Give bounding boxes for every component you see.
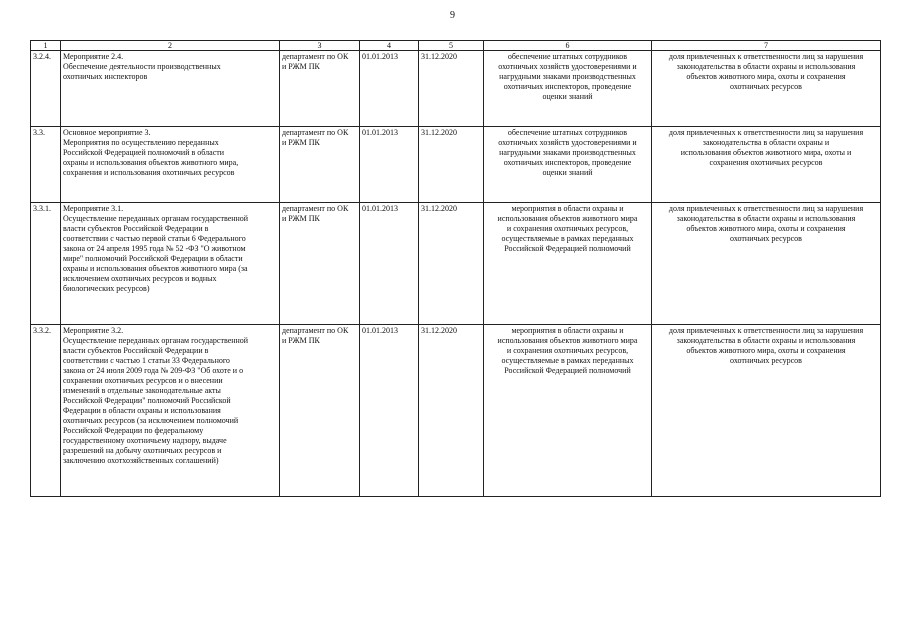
header-cell: 2 xyxy=(61,41,280,51)
row-number: 3.3. xyxy=(31,127,61,203)
header-cell: 5 xyxy=(419,41,484,51)
indicator: доля привлеченных к ответственности лиц за нарушения законодательства в области охраны и использования объектов животного мира, охоты и сохранения охотничьих ресурсов xyxy=(652,203,881,325)
row-number: 3.2.4. xyxy=(31,51,61,127)
start-date: 01.01.2013 xyxy=(360,127,419,203)
table-row xyxy=(31,51,881,127)
measures-table xyxy=(30,40,881,497)
header-cell: 3 xyxy=(280,41,360,51)
header-cell: 1 xyxy=(31,41,61,51)
end-date: 31.12.2020 xyxy=(419,51,484,127)
responsible-department: департамент по ОК и РЖМ ПК xyxy=(280,203,360,325)
responsible-department: департамент по ОК и РЖМ ПК xyxy=(280,51,360,127)
expected-result: обеспечение штатных сотрудников охотничьих хозяйств удостоверениями и нагрудными знаками производственных охотничьих инспекторов, проведение оценки знаний xyxy=(484,51,652,127)
table-row xyxy=(31,325,881,497)
start-date: 01.01.2013 xyxy=(360,325,419,497)
table-row xyxy=(31,127,881,203)
expected-result: мероприятия в области охраны и использования объектов животного мира и сохранения охотничьих ресурсов, осуществляемые в рамках переданных Российской Федерацией полномочий xyxy=(484,203,652,325)
row-number: 3.3.1. xyxy=(31,203,61,325)
page-number: 9 xyxy=(450,10,455,21)
end-date: 31.12.2020 xyxy=(419,325,484,497)
measure-name: Мероприятие 3.1. Осуществление переданных органам государственной власти субъектов Российской Федерации в соответствии с частью первой статьи 6 Федерального закона от 24 апреля 1995 года № 52 -ФЗ "О животном мире" полномочий Российской Федерации в области охраны и использования объектов животного мира (за исключением охотничьих ресурсов и водных биологических ресурсов) xyxy=(61,203,280,325)
header-cell: 6 xyxy=(484,41,652,51)
table-row xyxy=(31,203,881,325)
indicator: доля привлеченных к ответственности лиц за нарушения законодательства в области охраны и использования объектов животного мира, охоты и сохранения охотничьих ресурсов xyxy=(652,325,881,497)
responsible-department: департамент по ОК и РЖМ ПК xyxy=(280,325,360,497)
table-header-row xyxy=(31,41,881,51)
header-cell: 4 xyxy=(360,41,419,51)
header-cell: 7 xyxy=(652,41,881,51)
start-date: 01.01.2013 xyxy=(360,203,419,325)
row-number: 3.3.2. xyxy=(31,325,61,497)
measure-name: Основное мероприятие 3. Мероприятия по осуществлению переданных Российской Федерацией полномочий в области охраны и использования объектов животного мира, сохранения и использования охотничьих ресурсов xyxy=(61,127,280,203)
indicator: доля привлеченных к ответственности лиц за нарушения законодательства в области охраны и использования объектов животного мира, охоты и сохранения охотничьих ресурсов xyxy=(652,51,881,127)
measure-name: Мероприятие 2.4. Обеспечение деятельности производственных охотничьих инспекторов xyxy=(61,51,280,127)
indicator: доля привлеченных к ответственности лиц за нарушения законодательства в области охраны и использования объектов животного мира, охоты и сохранения охотничьих ресурсов xyxy=(652,127,881,203)
end-date: 31.12.2020 xyxy=(419,127,484,203)
start-date: 01.01.2013 xyxy=(360,51,419,127)
expected-result: мероприятия в области охраны и использования объектов животного мира и сохранения охотничьих ресурсов, осуществляемые в рамках переданных Российской Федерацией полномочий xyxy=(484,325,652,497)
end-date: 31.12.2020 xyxy=(419,203,484,325)
measure-name: Мероприятие 3.2. Осуществление переданных органам государственной власти субъектов Российской Федерации в соответствии с частью 1 статьи 33 Федерального закона от 24 июля 2009 года № 209-ФЗ "Об охоте и о сохранении охотничьих ресурсов и о внесении изменений в отдельные законодательные акты Российской Федерации" полномочий Российской Федерации в области охраны и использования охотничьих ресурсов (за исключением полномочий Российской Федерации по федеральному государственному охотничьему надзору, выдаче разрешений на добычу охотничьих ресурсов и заключению охотхозяйственных соглашений) xyxy=(61,325,280,497)
responsible-department: департамент по ОК и РЖМ ПК xyxy=(280,127,360,203)
expected-result: обеспечение штатных сотрудников охотничьих хозяйств удостоверениями и нагрудными знаками производственных охотничьих инспекторов, проведение оценки знаний xyxy=(484,127,652,203)
